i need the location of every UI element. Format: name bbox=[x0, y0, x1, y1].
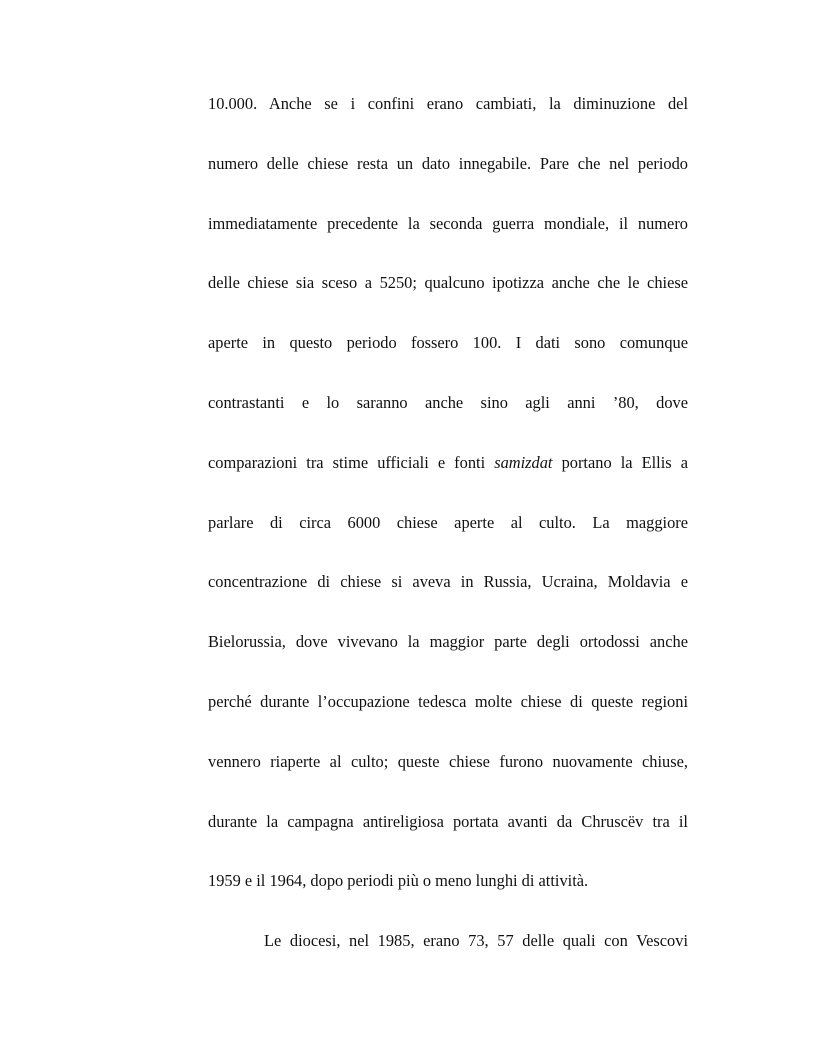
text-line: immediatamente precedente la seconda guerra mondiale, il numero bbox=[208, 213, 688, 233]
text-line: contrastanti e lo saranno anche sino agli anni ’80, dove bbox=[208, 392, 688, 412]
text-run: portano la Ellis a bbox=[552, 452, 688, 472]
text-line bbox=[208, 448, 688, 508]
text-line: vennero riaperte al culto; queste chiese furono nuovamente chiuse, bbox=[208, 751, 688, 771]
text-line: Bielorussia, dove vivevano la maggior parte degli ortodossi anche bbox=[208, 632, 688, 652]
text-line: numero delle chiese resta un dato innegabile. Pare che nel periodo bbox=[208, 153, 688, 173]
text-line: 1959 e il 1964, dopo periodi più o meno lunghi di attività. bbox=[208, 871, 589, 891]
italic-term: samizdat bbox=[494, 452, 553, 472]
body-text bbox=[208, 89, 688, 986]
text-line: aperte in questo periodo fossero 100. I dati sono comunque bbox=[208, 333, 688, 353]
text-line: Le diocesi, nel 1985, erano 73, 57 delle quali con Vescovi bbox=[264, 931, 688, 951]
text-line: 10.000. Anche se i confini erano cambiati, la diminuzione del bbox=[208, 94, 688, 113]
text-run: comparazioni tra stime ufficiali e fonti bbox=[208, 452, 495, 472]
paragraph-2 bbox=[208, 926, 688, 986]
text-line: concentrazione di chiese si aveva in Russia, Ucraina, Moldavia e bbox=[208, 572, 688, 592]
text-line: perché durante l’occupazione tedesca molte chiese di queste regioni bbox=[208, 691, 688, 711]
paragraph-1 bbox=[208, 89, 688, 926]
text-line: delle chiese sia sceso a 5250; qualcuno ipotizza anche che le chiese bbox=[208, 273, 688, 293]
text-line: parlare di circa 6000 chiese aperte al culto. La maggiore bbox=[208, 512, 688, 532]
text-line: durante la campagna antireligiosa portata avanti da Chruscëv tra il bbox=[208, 811, 688, 831]
